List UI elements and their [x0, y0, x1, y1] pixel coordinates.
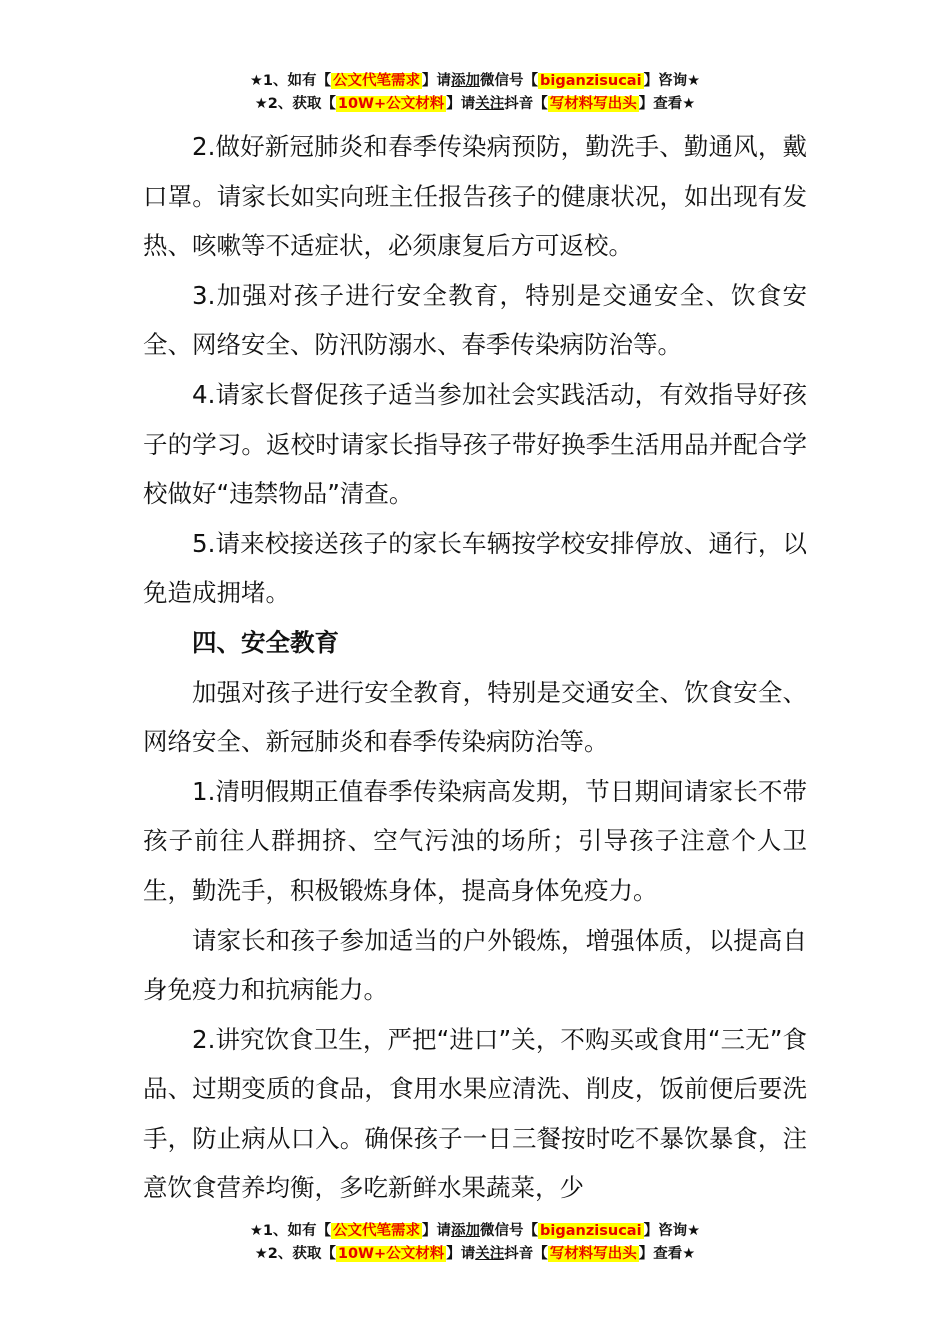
paragraph: 5.请来校接送孩子的家长车辆按学校安排停放、通行，以免造成拥堵。: [143, 528, 807, 608]
header-banner: [0, 70, 950, 116]
banner-text: 】查看★: [638, 1246, 696, 1262]
banner-emphasis: 关注: [475, 1246, 505, 1262]
banner-text: 微信号【: [480, 1223, 539, 1239]
banner-text: 抖音【: [504, 96, 548, 112]
paragraph: 加强对孩子进行安全教育，特别是交通安全、饮食安全、网络安全、新冠肺炎和春季传染病防治等。: [143, 677, 807, 757]
section-heading: 四、安全教育: [192, 627, 339, 657]
banner-text: 】请: [422, 73, 452, 89]
banner-text: ★2、获取【: [254, 96, 336, 112]
banner-highlight: 公文代笔需求: [333, 73, 421, 89]
banner-highlight: 10W+公文材料: [337, 96, 445, 112]
banner-text: ★2、获取【: [254, 1246, 336, 1262]
banner-text: 】请: [422, 1223, 452, 1239]
banner-emphasis: 关注: [475, 96, 505, 112]
paragraph: 2.做好新冠肺炎和春季传染病预防，勤洗手、勤通风，戴口罩。请家长如实向班主任报告孩子的健康状况，如出现有发热、咳嗽等不适症状，必须康复后方可返校。: [143, 132, 807, 261]
paragraph: 4.请家长督促孩子适当参加社会实践活动，有效指导好孩子的学习。返校时请家长指导孩子带好换季生活用品并配合学校做好“违禁物品”清查。: [143, 379, 807, 509]
paragraph: 1.清明假期正值春季传染病高发期，节日期间请家长不带孩子前往人群拥挤、空气污浊的场所；引导孩子注意个人卫生，勤洗手，积极锻炼身体，提高身体免疫力。: [143, 776, 807, 905]
banner-text: 】咨询★: [643, 1223, 701, 1239]
banner-douyin-id[interactable]: 写材料写出头: [549, 1246, 637, 1262]
banner-text: 微信号【: [480, 73, 539, 89]
paragraph: 2.讲究饮食卫生，严把“进口”关，不购买或食用“三无”食品、过期变质的食品，食用水果应清洗、削皮，饭前便后要洗手，防止病从口入。确保孩子一日三餐按时吃不暴饮暴食，注意饮食营养均衡，多吃新鲜水果蔬菜，少: [143, 1024, 807, 1203]
banner-highlight: 公文代笔需求: [333, 1223, 421, 1239]
banner-highlight: 10W+公文材料: [337, 1246, 445, 1262]
banner-text: ★1、如有【: [249, 73, 332, 89]
banner-text: 】请: [446, 1246, 476, 1262]
footer-banner: [0, 1220, 950, 1266]
banner-text: 抖音【: [504, 1246, 548, 1262]
banner-line-1: [0, 1220, 950, 1243]
banner-line-1: [0, 70, 950, 93]
paragraph: 3.加强对孩子进行安全教育，特别是交通安全、饮食安全、网络安全、防汛防溺水、春季传染病防治等。: [143, 280, 807, 360]
paragraph: 请家长和孩子参加适当的户外锻炼，增强体质，以提高自身免疫力和抗病能力。: [143, 925, 807, 1005]
banner-line-2: [0, 1243, 950, 1266]
banner-text: 】查看★: [638, 96, 696, 112]
banner-emphasis: 添加: [451, 1223, 481, 1239]
banner-douyin-id[interactable]: 写材料写出头: [549, 96, 637, 112]
banner-text: 】咨询★: [643, 73, 701, 89]
banner-emphasis: 添加: [451, 73, 481, 89]
banner-wechat-id[interactable]: biganzisucai: [540, 73, 642, 89]
banner-wechat-id[interactable]: biganzisucai: [540, 1223, 642, 1239]
document-body: [143, 122, 807, 1213]
banner-text: ★1、如有【: [249, 1223, 332, 1239]
banner-text: 】请: [446, 96, 476, 112]
banner-line-2: [0, 93, 950, 116]
